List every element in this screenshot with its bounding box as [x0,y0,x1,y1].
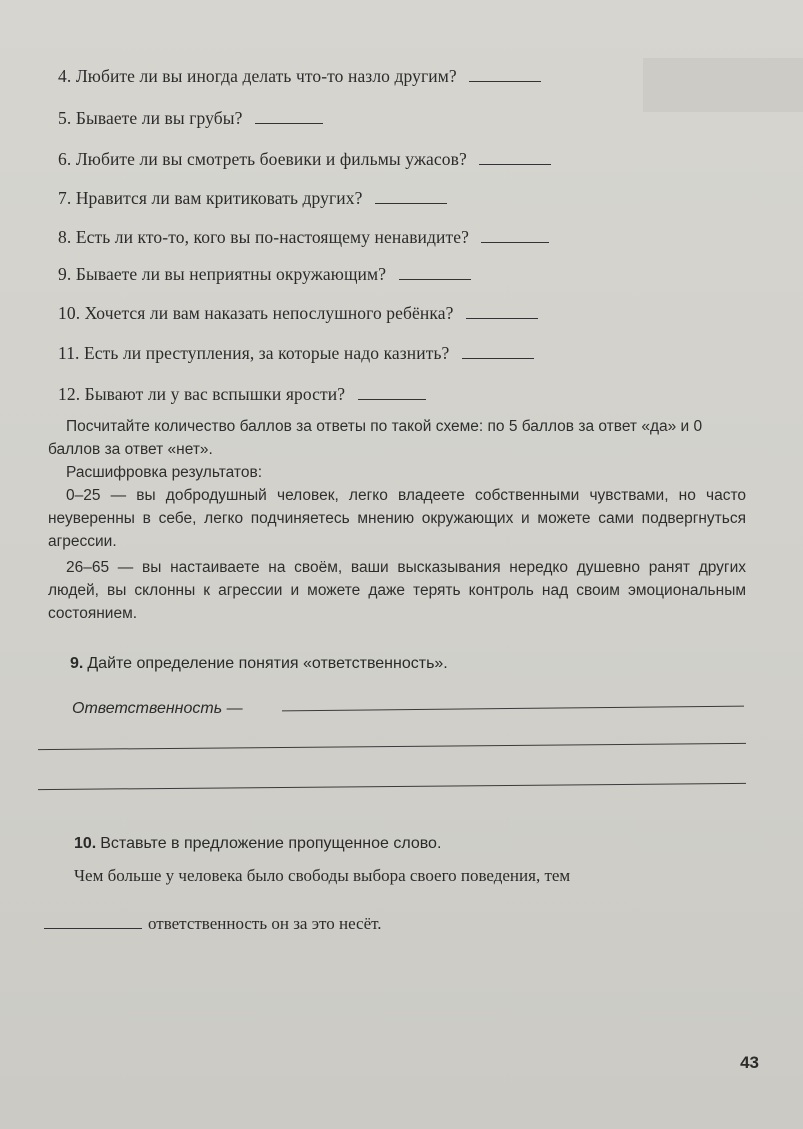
question-number: 5. [58,108,72,128]
question-text: Нравится ли вам критиковать других? [75,188,363,208]
answer-line-1[interactable] [282,706,744,712]
question-number: 10. [58,303,81,323]
question-number: 8. [58,227,72,247]
question-text: Бываете ли вы неприятны окружающим? [75,264,387,284]
page-number: 43 [740,1053,759,1072]
question-11 [58,343,534,364]
question-text: Есть ли преступления, за которые надо казнить? [84,343,450,363]
question-6 [58,149,551,170]
answer-line-2[interactable] [38,743,746,750]
answer-blank[interactable] [466,317,538,319]
answer-blank[interactable] [399,278,471,280]
question-text: Бываете ли вы грубы? [75,108,243,128]
task-10-line-1: Чем больше у человека было свободы выбора своего поведения, тем [74,866,571,885]
result-high: 26–65 — вы настаиваете на своём, ваши высказывания нередко душевно ранят других людей, вы склонны к агрессии и можете даже терять контроль над своим эмоциональным состоянием. [48,559,746,622]
section-tab-shadow [643,58,803,112]
question-number: 12. [58,384,81,404]
question-text: Есть ли кто-то, кого вы по-настоящему ненавидите? [75,227,469,247]
task-10-text: Вставьте в предложение пропущенное слово. [100,835,442,852]
task-10-line-2-text: ответственность он за это несёт. [148,914,382,933]
scoring-block [48,415,746,625]
question-text: Бывают ли у вас вспышки ярости? [84,384,346,404]
task-9-text: Дайте определение понятия «ответственность». [87,655,448,672]
question-number: 4. [58,66,72,86]
scoring-instructions: Посчитайте количество баллов за ответы по такой схеме: по 5 баллов за ответ «да» и 0 баллов за ответ «нет». [48,418,703,458]
answer-blank[interactable] [481,241,549,243]
answer-blank[interactable] [462,357,534,359]
question-12 [58,384,426,405]
question-text: Любите ли вы смотреть боевики и фильмы ужасов? [75,149,467,169]
task-9-number: 9. [70,655,84,672]
task-9-title [70,655,448,673]
answer-blank[interactable] [469,80,541,82]
question-4 [58,66,541,87]
scoring-heading: Расшифровка результатов: [66,464,263,481]
answer-blank[interactable] [479,163,551,165]
question-9 [58,264,471,285]
definition-label: Ответственность — [72,700,243,717]
task-10-line-2 [44,914,382,934]
question-number: 7. [58,188,72,208]
question-7 [58,188,447,209]
question-number: 6. [58,149,72,169]
question-number: 9. [58,264,72,284]
answer-blank[interactable] [255,122,323,124]
question-text: Хочется ли вам наказать непослушного ребёнка? [84,303,454,323]
question-number: 11. [58,343,80,363]
question-10 [58,303,538,324]
question-5 [58,108,323,129]
answer-blank[interactable] [375,202,447,204]
fill-in-blank[interactable] [44,927,142,929]
question-text: Любите ли вы иногда делать что-то назло другим? [75,66,457,86]
answer-line-3[interactable] [38,783,746,790]
question-8 [58,227,549,248]
task-10-title [74,835,441,853]
task-10-number: 10. [74,835,97,852]
answer-blank[interactable] [358,398,426,400]
result-low: 0–25 — вы добродушный человек, легко владеете собственными чувствами, но часто неуверенны в себе, легко подчиняетесь мнению окружающих и можете сами подвергнуться агрессии. [48,487,746,550]
